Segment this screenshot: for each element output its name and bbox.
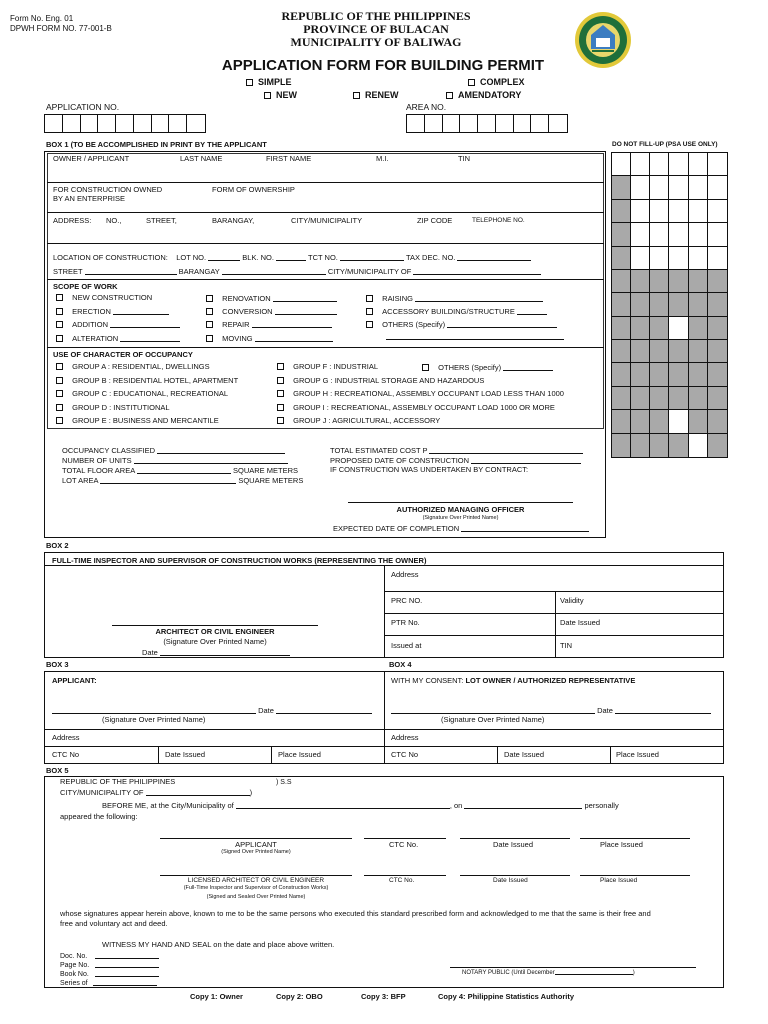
validity-label: Validity (560, 596, 584, 605)
psa-grid-cell (650, 270, 669, 293)
scope-repair[interactable]: REPAIR (206, 320, 332, 329)
psa-grid-cell (631, 410, 650, 433)
psa-grid-cell (650, 176, 669, 199)
psa-grid-cell (631, 247, 650, 270)
psa-grid-cell (669, 410, 688, 433)
copy-obo: Copy 2: OBO (276, 992, 323, 1001)
address-label: ADDRESS: (53, 216, 92, 225)
applicant-ctc-line[interactable] (364, 838, 446, 839)
psa-grid-cell (689, 176, 708, 199)
scope-addition[interactable]: ADDITION (56, 320, 180, 329)
psa-grid-cell (689, 387, 708, 410)
managing-officer-signature-line[interactable] (348, 502, 573, 503)
psa-grid-cell (689, 153, 708, 176)
notary-signature-line[interactable] (450, 967, 696, 968)
box5-ss: ) S.S (276, 779, 292, 786)
divider (47, 243, 604, 244)
simple-label: SIMPLE (258, 77, 292, 87)
psa-grid-cell (612, 434, 631, 457)
psa-grid-cell (689, 223, 708, 246)
tct-no-field[interactable] (340, 253, 404, 261)
blk-no-field[interactable] (276, 253, 306, 261)
group-j-checkbox[interactable]: GROUP J : AGRICULTURAL, ACCESSORY (277, 417, 440, 425)
managing-officer-label: AUTHORIZED MANAGING OFFICER (396, 505, 525, 514)
psa-grid-cell (708, 363, 727, 386)
street-field[interactable] (85, 267, 177, 275)
issued-at-label: Issued at (391, 641, 422, 650)
first-name-label: FIRST NAME (266, 154, 312, 163)
box1-inner-frame (47, 153, 604, 429)
box3-label: BOX 3 (46, 660, 69, 669)
psa-grid-cell (612, 270, 631, 293)
enterprise-label-1: FOR CONSTRUCTION OWNED (53, 185, 163, 194)
box4-place-issued-label: Place Issued (616, 750, 659, 759)
divider (384, 635, 724, 636)
series-row[interactable]: Series of (60, 978, 157, 987)
applicant-ctc-label: CTC No. (389, 840, 419, 849)
engineer-date-issued-label: Date Issued (493, 877, 528, 884)
psa-grid-cell (669, 247, 688, 270)
psa-grid-cell (708, 410, 727, 433)
group-h-checkbox[interactable]: GROUP H : RECREATIONAL, ASSEMBLY OCCUPANT LOAD LESS THAN 1000 (277, 390, 564, 398)
box3-address-label: Address (52, 733, 80, 742)
group-e-checkbox[interactable]: GROUP E : BUSINESS AND MERCANTILE (56, 417, 219, 425)
psa-grid-cell (650, 247, 669, 270)
psa-grid-cell (689, 363, 708, 386)
new-checkbox[interactable] (264, 91, 297, 100)
simple-checkbox[interactable] (246, 78, 292, 87)
application-no-label: APPLICATION NO. (46, 102, 120, 112)
psa-grid-cell (650, 387, 669, 410)
complex-label: COMPLEX (480, 77, 525, 87)
psa-grid-cell (631, 153, 650, 176)
lot-no-field[interactable] (208, 253, 240, 261)
psa-grid-cell (650, 200, 669, 223)
psa-grid-cell (612, 387, 631, 410)
psa-grid-cell (612, 176, 631, 199)
group-b-checkbox[interactable]: GROUP B : RESIDENTIAL HOTEL, APARTMENT (56, 377, 238, 385)
amendatory-checkbox[interactable] (446, 91, 521, 100)
psa-grid-cell (689, 340, 708, 363)
page-no-row[interactable]: Page No. (60, 960, 159, 969)
psa-grid-cell (669, 340, 688, 363)
lot-area-row[interactable]: LOT AREA SQUARE METERS (62, 476, 304, 485)
consent-label: WITH MY CONSENT: LOT OWNER / AUTHORIZED REPRESENTATIVE (391, 676, 636, 685)
barangay-label: BARANGAY (178, 267, 220, 276)
psa-grid-cell (708, 223, 727, 246)
applicant-place-issued-label: Place Issued (600, 840, 643, 849)
box3-date-issued-label: Date Issued (165, 750, 206, 759)
whose-text-2: free and voluntary act and deed. (60, 919, 168, 928)
box5-applicant-label: APPLICANT (235, 840, 277, 849)
complex-checkbox[interactable] (468, 78, 525, 87)
psa-grid-cell (689, 410, 708, 433)
psa-grid-cell (612, 200, 631, 223)
psa-grid-cell (669, 270, 688, 293)
owner-label: OWNER / APPLICANT (53, 154, 130, 163)
divider (384, 565, 385, 658)
psa-grid-cell (669, 200, 688, 223)
group-f-checkbox[interactable]: GROUP F : INDUSTRIAL (277, 363, 378, 371)
copy-psa: Copy 4: Philippine Statistics Authority (438, 992, 574, 1001)
psa-grid-cell (708, 340, 727, 363)
box4-address-label: Address (391, 733, 419, 742)
psa-grid-cell (708, 153, 727, 176)
telephone-label: TELEPHONE NO. (472, 217, 525, 224)
address-city-label: CITY/MUNICIPALITY (291, 216, 363, 225)
engineer-ctc-label: CTC No. (389, 877, 415, 884)
divider (47, 279, 604, 280)
psa-grid-cell (669, 153, 688, 176)
psa-grid-cell (612, 293, 631, 316)
prc-label: PRC NO. (391, 596, 423, 605)
scope-alteration[interactable]: ALTERATION (56, 334, 180, 343)
renew-label: RENEW (365, 90, 399, 100)
group-others-checkbox[interactable]: OTHERS (Specify) (422, 363, 553, 372)
psa-grid-cell (669, 223, 688, 246)
area-no-label: AREA NO. (406, 102, 447, 112)
psa-grid-cell (631, 340, 650, 363)
scope-renovation[interactable]: RENOVATION (206, 294, 337, 303)
box2-address-label: Address (391, 570, 419, 579)
province-heading: PROVINCE OF BULACAN (303, 22, 449, 36)
republic-heading: REPUBLIC OF THE PHILIPPINES (281, 9, 471, 23)
box1-heading: BOX 1 (TO BE ACCOMPLISHED IN PRINT BY THE APPLICANT (46, 140, 267, 149)
psa-grid-cell (631, 434, 650, 457)
before-me-row[interactable]: BEFORE ME, at the City/Municipality of , on personally (102, 801, 619, 810)
enterprise-label-2: BY AN ENTERPRISE (53, 194, 125, 203)
blk-no-label: BLK. NO. (242, 253, 274, 262)
dpwh-form-number: DPWH FORM NO. 77-001-B (10, 24, 112, 33)
ptr-date-issued-label: Date Issued (560, 618, 601, 627)
engineer-signature-line[interactable] (112, 625, 318, 626)
psa-grid-cell (669, 434, 688, 457)
applicant-label: APPLICANT: (52, 676, 97, 685)
psa-grid-cell (650, 317, 669, 340)
divider (497, 746, 498, 764)
expected-completion-row[interactable]: EXPECTED DATE OF COMPLETION (333, 524, 589, 533)
lot-no-label: LOT NO. (176, 253, 207, 262)
notary-label[interactable]: NOTARY PUBLIC (Until December ) (462, 970, 635, 976)
group-d-checkbox[interactable]: GROUP D : INSTITUTIONAL (56, 404, 170, 412)
box5-label: BOX 5 (46, 766, 69, 775)
engineer-sig-note: (Signature Over Printed Name) (163, 637, 267, 646)
divider (44, 729, 384, 730)
mi-label: M.I. (376, 154, 389, 163)
psa-grid-cell (708, 176, 727, 199)
engineer-signature-line-2[interactable] (160, 875, 352, 876)
box4-date-issued-label: Date Issued (504, 750, 545, 759)
doc-no-row[interactable]: Doc. No. (60, 951, 159, 960)
psa-grid-cell (631, 200, 650, 223)
psa-grid-cell (612, 410, 631, 433)
psa-grid-cell (612, 317, 631, 340)
appeared-label: appeared the following: (60, 812, 138, 821)
psa-grid-cell (708, 387, 727, 410)
scope-others-line[interactable] (386, 339, 564, 340)
engineer-date-row[interactable]: Date (142, 648, 290, 657)
scope-heading: SCOPE OF WORK (53, 282, 118, 291)
box5-republic: REPUBLIC OF THE PHILIPPINES (60, 777, 176, 786)
psa-grid-cell (631, 363, 650, 386)
whose-text-1: whose signatures appear herein above, known to me to be the same persons who executed this standard prescribed form and acknowledged to me that the same is their free and (60, 909, 651, 918)
address-barangay-label: BARANGAY, (212, 216, 255, 225)
psa-grid-cell (708, 293, 727, 316)
divider (384, 671, 385, 764)
psa-grid-cell (650, 223, 669, 246)
box3-place-issued-label: Place Issued (278, 750, 321, 759)
divider (384, 613, 724, 614)
scope-accessory[interactable]: ACCESSORY BUILDING/STRUCTURE (366, 307, 547, 316)
psa-grid-cell (689, 270, 708, 293)
witness-text: WITNESS MY HAND AND SEAL on the date and place above written. (102, 940, 335, 949)
psa-grid-cell (612, 363, 631, 386)
box4-ctc-label: CTC No (391, 750, 419, 759)
group-a-checkbox[interactable]: GROUP A : RESIDENTIAL, DWELLINGS (56, 363, 210, 371)
psa-note: DO NOT FILL-UP (PSA USE ONLY) (612, 141, 718, 148)
group-i-checkbox[interactable]: GROUP I : RECREATIONAL, ASSEMBLY OCCUPANT LOAD 1000 OR MORE (277, 404, 555, 412)
psa-grid-cell (612, 247, 631, 270)
divider (384, 591, 724, 592)
psa-grid-cell (612, 340, 631, 363)
group-c-checkbox[interactable]: GROUP C : EDUCATIONAL, RECREATIONAL (56, 390, 228, 398)
total-cost-row[interactable]: TOTAL ESTIMATED COST P (330, 446, 583, 455)
psa-grid-cell (708, 247, 727, 270)
scope-new-construction[interactable]: NEW CONSTRUCTION (56, 294, 152, 302)
ownership-label: FORM OF OWNERSHIP (212, 185, 295, 194)
last-name-label: LAST NAME (180, 154, 223, 163)
location-street-row (53, 267, 541, 276)
contract-label: IF CONSTRUCTION WAS UNDERTAKEN BY CONTRACT: (330, 465, 529, 474)
location-row (53, 253, 531, 262)
area-no-cells[interactable] (406, 114, 568, 133)
psa-grid-cell (708, 317, 727, 340)
psa-grid-cell (631, 293, 650, 316)
amendatory-label: AMENDATORY (458, 90, 522, 100)
psa-grid-cell (650, 434, 669, 457)
applicant-signature-line[interactable] (160, 838, 352, 839)
renew-checkbox[interactable] (353, 91, 399, 100)
application-no-cells[interactable] (44, 114, 206, 133)
psa-grid-cell (708, 434, 727, 457)
form-number: Form No. Eng. 01 (10, 14, 74, 23)
occupancy-classified-row[interactable]: OCCUPANCY CLASSIFIED (62, 446, 285, 455)
street-label: STREET (53, 267, 83, 276)
scope-others[interactable]: OTHERS (Specify) (366, 320, 557, 329)
box4-sig-note: (Signature Over Printed Name) (441, 715, 545, 724)
licensed-engineer-label: LICENSED ARCHITECT OR CIVIL ENGINEER (187, 877, 325, 884)
divider (271, 746, 272, 764)
psa-grid-cell (689, 434, 708, 457)
barangay-field[interactable] (222, 267, 326, 275)
managing-officer-sig-note: (Signature Over Printed Name) (422, 515, 499, 521)
copy-owner: Copy 1: Owner (190, 992, 243, 1001)
psa-grid-cell (689, 247, 708, 270)
zip-code-label: ZIP CODE (417, 216, 453, 225)
address-no-label: NO., (106, 216, 122, 225)
divider (47, 212, 604, 213)
copy-bfp: Copy 3: BFP (361, 992, 406, 1001)
psa-grid-cell (650, 340, 669, 363)
tax-dec-label: TAX DEC. NO. (405, 253, 456, 262)
divider (384, 746, 724, 747)
tax-dec-field[interactable] (457, 253, 531, 261)
engineer-place-issued-label: Place Issued (600, 877, 638, 884)
psa-grid-cell (650, 410, 669, 433)
psa-grid-cell (631, 270, 650, 293)
divider (610, 746, 611, 764)
new-label: NEW (276, 90, 297, 100)
psa-grid-cell (708, 200, 727, 223)
ptr-label: PTR No. (391, 618, 420, 627)
psa-grid-cell (669, 387, 688, 410)
floor-area-row[interactable]: TOTAL FLOOR AREA SQUARE METERS (62, 466, 299, 475)
city-of-label: CITY/MUNICIPALITY OF (327, 267, 412, 276)
psa-grid-cell (689, 317, 708, 340)
engineer-label: ARCHITECT OR CIVIL ENGINEER (155, 627, 275, 636)
psa-grid-cell (650, 153, 669, 176)
signed-sealed-note: (Signed and Sealed Over Printed Name) (206, 894, 306, 900)
box5-applicant-sig-note: (Signed Over Printed Name) (221, 849, 291, 855)
city-field[interactable] (413, 267, 541, 275)
psa-grid-cell (631, 317, 650, 340)
psa-grid-cell (669, 363, 688, 386)
scope-erection[interactable]: ERECTION (56, 307, 169, 316)
tin-label: TIN (458, 154, 471, 163)
box4-signature-date-row[interactable]: Date (391, 706, 711, 715)
divider (384, 729, 724, 730)
book-no-row[interactable]: Book No. (60, 969, 159, 978)
applicant-place-line[interactable] (580, 838, 690, 839)
box3-signature-date-row[interactable]: Date (52, 706, 372, 715)
psa-grid-cell (669, 176, 688, 199)
units-row[interactable]: NUMBER OF UNITS (62, 456, 288, 465)
psa-grid-cell (631, 176, 650, 199)
proposed-date-row[interactable]: PROPOSED DATE OF CONSTRUCTION (330, 456, 581, 465)
engineer-ctc-line[interactable] (364, 875, 446, 876)
scope-raising[interactable]: RAISING (366, 294, 543, 303)
tct-no-label: TCT NO. (308, 253, 338, 262)
psa-grid-cell (631, 387, 650, 410)
divider (47, 347, 604, 348)
engineer-date-line[interactable] (460, 875, 570, 876)
box2-tin-label: TIN (560, 641, 573, 650)
box5-city-row[interactable]: CITY/MUNICIPALITY OF ) (60, 788, 253, 797)
psa-use-grid (611, 152, 728, 458)
psa-grid-cell (612, 223, 631, 246)
psa-grid-cell (669, 293, 688, 316)
psa-grid-cell (708, 270, 727, 293)
psa-grid-cell (612, 153, 631, 176)
address-street-label: STREET, (146, 216, 177, 225)
location-label: LOCATION OF CONSTRUCTION: (53, 253, 168, 262)
fulltime-note: (Full-Time Inspector and Supervisor of Construction Works) (183, 885, 329, 891)
form-title: APPLICATION FORM FOR BUILDING PERMIT (221, 57, 545, 74)
occupancy-heading: USE OF CHARACTER OF OCCUPANCY (53, 350, 193, 359)
group-g-checkbox[interactable]: GROUP G : INDUSTRIAL STORAGE AND HAZARDOUS (277, 377, 484, 385)
divider (555, 591, 556, 658)
psa-grid-cell (650, 293, 669, 316)
divider (44, 746, 384, 747)
box2-heading: FULL-TIME INSPECTOR AND SUPERVISOR OF CONSTRUCTION WORKS (REPRESENTING THE OWNER) (52, 556, 427, 565)
box4-label: BOX 4 (389, 660, 412, 669)
scope-conversion[interactable]: CONVERSION (206, 307, 337, 316)
box3-sig-note: (Signature Over Printed Name) (102, 715, 206, 724)
box3-ctc-label: CTC No (52, 750, 80, 759)
box2-label: BOX 2 (46, 541, 69, 550)
divider (158, 746, 159, 764)
applicant-date-issued-label: Date Issued (493, 840, 534, 849)
engineer-place-line[interactable] (580, 875, 690, 876)
psa-grid-cell (631, 223, 650, 246)
psa-grid-cell (689, 293, 708, 316)
psa-grid-cell (669, 317, 688, 340)
divider (47, 182, 604, 183)
psa-grid-cell (689, 200, 708, 223)
psa-grid-cell (650, 363, 669, 386)
municipality-heading: MUNICIPALITY OF BALIWAG (290, 35, 462, 49)
scope-moving[interactable]: MOVING (206, 334, 333, 343)
applicant-date-line[interactable] (460, 838, 570, 839)
